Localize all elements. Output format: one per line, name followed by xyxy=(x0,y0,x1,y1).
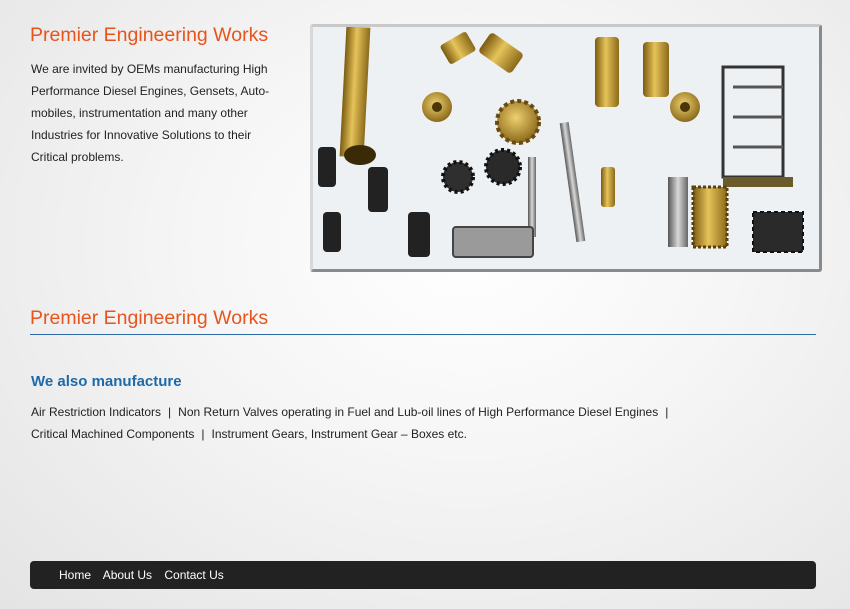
engineering-parts-photo xyxy=(310,24,822,272)
company-title: Premier Engineering Works xyxy=(30,24,269,46)
separator: | xyxy=(665,405,669,419)
intro-text: We are invited by OEMs manufacturing High Performance Diesel Engines, Gensets, Auto-mobiles, instrumentation and many other Industries for Innovative Solutions to their Critical problems. xyxy=(31,62,270,164)
footer-link-contact-us[interactable]: Contact Us xyxy=(164,568,224,582)
product-item: Air Restriction Indicators xyxy=(31,405,162,419)
product-item: Instrument Gears, Instrument Gear – Boxes etc. xyxy=(211,427,467,441)
footer-nav xyxy=(59,568,233,582)
separator: | xyxy=(168,405,172,419)
section-divider xyxy=(30,334,816,335)
manufacture-subheading: We also manufacture xyxy=(31,373,182,390)
product-item: Critical Machined Components xyxy=(31,427,195,441)
footer-link-about-us[interactable]: About Us xyxy=(102,568,153,582)
footer-bar xyxy=(30,561,816,589)
footer-link-home[interactable]: Home xyxy=(59,568,92,582)
separator: | xyxy=(201,427,205,441)
section-title: Premier Engineering Works xyxy=(30,307,269,329)
product-item: Non Return Valves operating in Fuel and Lub-oil lines of High Performance Diesel Engines xyxy=(178,405,659,419)
products-list xyxy=(31,401,751,445)
